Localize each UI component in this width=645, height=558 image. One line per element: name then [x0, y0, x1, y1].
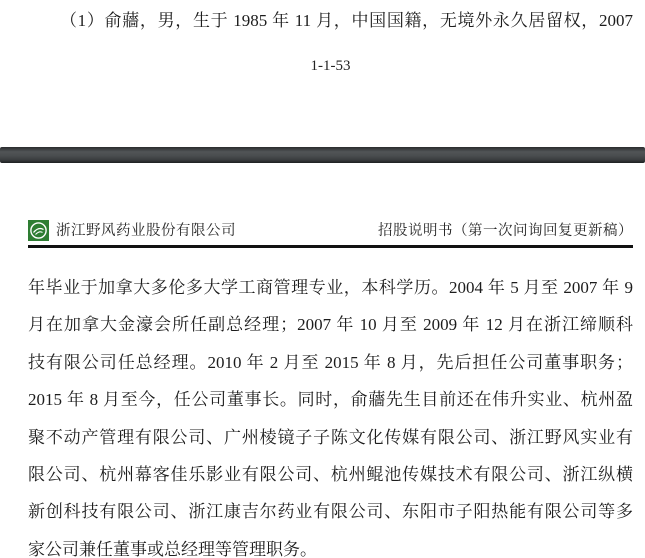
bio-line: 月在加拿大金濠会所任副总经理；2007 年 10 月至 2009 年 12 月在浙江缔顺科: [28, 315, 633, 335]
bio-line: 新创科技有限公司、浙江康吉尔药业有限公司、东阳市子阳热能有限公司等多: [28, 502, 633, 522]
bio-intro-line: （1）俞蘠，男，生于 1985 年 11 月，中国国籍，无境外永久居留权，2007: [60, 11, 633, 30]
header-company-name: 浙江野风药业股份有限公司: [56, 223, 236, 239]
bio-line: 聚不动产管理有限公司、广州棱镜子子陈文化传媒有限公司、浙江野风实业有: [28, 427, 633, 447]
page-separator-bar: [0, 147, 645, 163]
header-left: [28, 219, 236, 241]
header-rule: [28, 245, 633, 248]
bio-line: 技有限公司任总经理。2010 年 2 月至 2015 年 8 月，先后担任公司董事职务；: [28, 352, 633, 372]
bio-line: 限公司、杭州幕客佳乐影业有限公司、杭州鲲池传媒技术有限公司、浙江纵横: [28, 464, 633, 484]
header-doc-title: 招股说明书（第一次问询回复更新稿）: [378, 223, 633, 239]
document-header: [28, 219, 633, 241]
bio-paragraph: [28, 269, 633, 558]
page-number: 1-1-53: [310, 58, 351, 74]
bio-line: 家公司兼任董事或总经理等管理职务。: [28, 539, 317, 558]
bio-line: 2015 年 8 月至今，任公司董事长。同时，俞蘠先生目前还在伟升实业、杭州盈: [28, 390, 633, 410]
bio-line: 年毕业于加拿大多伦多大学工商管理专业，本科学历。2004 年 5 月至 2007 年 9: [28, 278, 633, 297]
company-logo-icon: [28, 220, 49, 241]
